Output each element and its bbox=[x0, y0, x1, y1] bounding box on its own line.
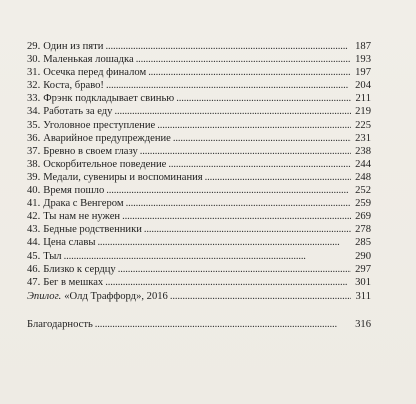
toc-entry-title: Близко к сердцу bbox=[43, 263, 116, 275]
epilogue-page: 311 bbox=[355, 291, 371, 302]
leader-dots bbox=[64, 250, 351, 263]
leader-dots bbox=[106, 184, 351, 197]
toc-entry-page: 278 bbox=[355, 224, 371, 236]
leader-dots bbox=[148, 66, 351, 79]
toc-entry-title: Оскорбительное поведение bbox=[43, 158, 167, 170]
toc-entry-number: 35. bbox=[27, 119, 41, 131]
toc-entry-title: Работать за еду bbox=[43, 106, 113, 118]
leader-dots bbox=[114, 105, 351, 118]
toc-entry-thanks bbox=[27, 318, 371, 331]
toc-entry bbox=[27, 119, 371, 132]
toc-entry-page: 187 bbox=[355, 41, 371, 52]
toc-entry-title: Один из пяти bbox=[43, 41, 104, 52]
toc-entry-title: Осечка перед финалом bbox=[43, 67, 147, 79]
toc-entry-number: 44. bbox=[27, 237, 41, 249]
thanks-page: 316 bbox=[355, 319, 371, 330]
toc-entry bbox=[27, 184, 371, 197]
toc-entry-page: 290 bbox=[355, 250, 371, 262]
toc-entry-number: 38. bbox=[27, 158, 41, 170]
toc-entry-page: 248 bbox=[355, 171, 371, 183]
epilogue-label: Эпилог. bbox=[27, 291, 62, 302]
toc-entry bbox=[27, 105, 371, 118]
leader-dots bbox=[144, 223, 351, 236]
leader-dots bbox=[176, 92, 351, 105]
toc-entry-number: 47. bbox=[27, 276, 41, 288]
leader-dots bbox=[106, 79, 351, 92]
leader-dots bbox=[173, 132, 351, 145]
leader-dots bbox=[205, 171, 351, 184]
toc-entry-page: 231 bbox=[355, 132, 371, 144]
toc-entry bbox=[27, 66, 371, 79]
toc-entry bbox=[27, 158, 371, 171]
toc-entry-number: 33. bbox=[27, 93, 41, 105]
toc-entry-page: 244 bbox=[355, 158, 371, 170]
toc-entry-title: Цена славы bbox=[43, 237, 96, 249]
toc-entry-page: 219 bbox=[355, 106, 371, 118]
toc-entry bbox=[27, 276, 371, 289]
leader-dots bbox=[170, 290, 351, 303]
thanks-title: Благодарность bbox=[27, 319, 93, 330]
toc-entry-number: 37. bbox=[27, 145, 41, 157]
toc-entry-page: 204 bbox=[355, 80, 371, 92]
leader-dots bbox=[136, 53, 351, 66]
toc-entry-number: 40. bbox=[27, 185, 41, 197]
toc-entry-title: Аварийное предупреждение bbox=[43, 132, 171, 144]
toc-entry-number: 42. bbox=[27, 211, 41, 223]
toc-entry-title: Ты нам не нужен bbox=[43, 211, 121, 223]
toc-entry bbox=[27, 132, 371, 145]
leader-dots bbox=[105, 276, 351, 289]
toc-entry-page: 285 bbox=[355, 237, 371, 249]
toc-entry-number: 34. bbox=[27, 106, 41, 118]
toc-entry-page: 297 bbox=[355, 263, 371, 275]
toc-entry bbox=[27, 92, 371, 105]
toc-entry-page: 193 bbox=[355, 54, 371, 66]
toc-entry bbox=[27, 40, 371, 53]
toc-entry-title: Коста, браво! bbox=[43, 80, 104, 92]
toc-entry-epilogue bbox=[27, 290, 371, 303]
leader-dots bbox=[95, 318, 351, 331]
toc-entry-title: Бег в мешках bbox=[43, 276, 104, 288]
toc-entry bbox=[27, 263, 371, 276]
toc-entry-title: Драка с Венгером bbox=[43, 198, 124, 210]
toc-entry-number: 36. bbox=[27, 132, 41, 144]
toc-entry bbox=[27, 223, 371, 236]
epilogue-title: «Олд Траффорд», 2016 bbox=[64, 291, 168, 302]
leader-dots bbox=[126, 197, 351, 210]
toc-entry-title: Маленькая лошадка bbox=[43, 54, 134, 66]
toc-entry-page: 197 bbox=[355, 67, 371, 79]
toc-entry-page: 252 bbox=[355, 185, 371, 197]
toc-entry bbox=[27, 145, 371, 158]
toc-entry-title: Уголовное преступление bbox=[43, 119, 156, 131]
toc-entry-number: 45. bbox=[27, 250, 41, 262]
leader-dots bbox=[168, 158, 351, 171]
toc-entry-page: 238 bbox=[355, 145, 371, 157]
toc-entry-page: 269 bbox=[355, 211, 371, 223]
leader-dots bbox=[97, 236, 351, 249]
toc-entry-page: 225 bbox=[355, 119, 371, 131]
leader-dots bbox=[105, 40, 351, 53]
leader-dots bbox=[122, 210, 351, 223]
toc-entry-number: 43. bbox=[27, 224, 41, 236]
toc-entry-number: 39. bbox=[27, 171, 41, 183]
toc-entry-title: Медали, сувениры и воспоминания bbox=[43, 171, 203, 183]
leader-dots bbox=[118, 263, 351, 276]
toc-entry-title: Бедные родственники bbox=[43, 224, 142, 236]
toc-entry bbox=[27, 79, 371, 92]
toc-entry-page: 301 bbox=[355, 276, 371, 288]
toc-entry-title: Бревно в своем глазу bbox=[43, 145, 138, 157]
toc-entry-title: Время пошло bbox=[43, 185, 105, 197]
leader-dots bbox=[140, 145, 351, 158]
leader-dots bbox=[157, 119, 351, 132]
toc-entry-number: 41. bbox=[27, 198, 41, 210]
toc-entry-page: 211 bbox=[355, 93, 371, 105]
toc-entry bbox=[27, 171, 371, 184]
toc-entry bbox=[27, 236, 371, 249]
toc-entry-number: 31. bbox=[27, 67, 41, 79]
toc-entry-number: 30. bbox=[27, 54, 41, 66]
table-of-contents bbox=[27, 40, 371, 289]
toc-entry-title: Тыл bbox=[43, 250, 62, 262]
toc-entry-page: 259 bbox=[355, 198, 371, 210]
toc-entry-number: 29. bbox=[27, 41, 41, 52]
toc-entry bbox=[27, 53, 371, 66]
toc-entry-number: 46. bbox=[27, 263, 41, 275]
toc-entry-number: 32. bbox=[27, 80, 41, 92]
toc-entry bbox=[27, 197, 371, 210]
toc-entry bbox=[27, 250, 371, 263]
toc-entry bbox=[27, 210, 371, 223]
toc-entry-title: Фрэнк подкладывает свинью bbox=[43, 93, 175, 105]
